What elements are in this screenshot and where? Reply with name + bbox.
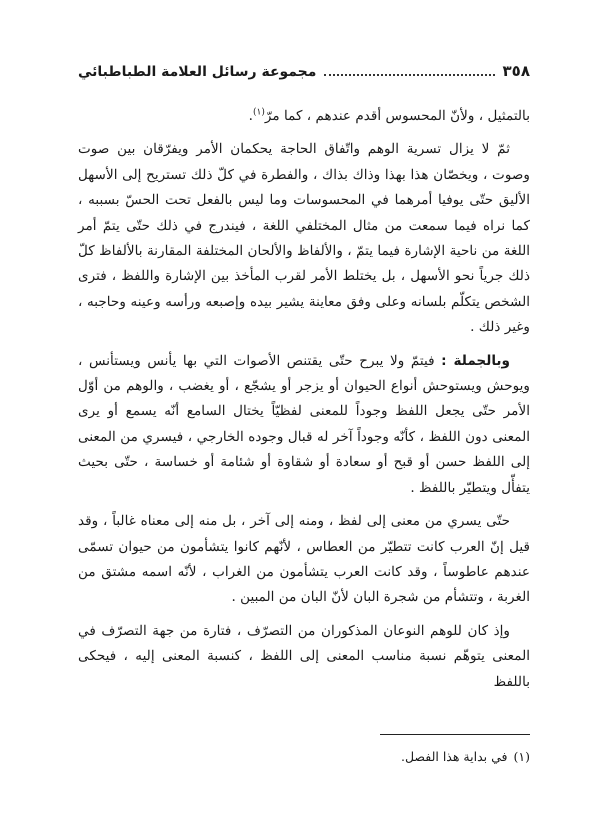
paragraph-text: فيتمّ ولا يبرح حتّى يقتنص الأصوات التي بها يأنس ويستأنس ، ويوحش ويستوحش أنواع الحيوان أو يزجر أو يشجّع ، أو يغضب ، والوهم من أوّل الأمر حتّى يجعل اللفظ وجوداً للمعنى لفظيّاً يختال السامع أنّه يسمع أو يرى المعنى دون اللفظ ، كأنّه وجوداً آخر له قبال وجوده الخارجي ، فيسري من المعنى إلى اللفظ حسن أو قبح أو سعادة أو شقاوة أو شئامة أو خساسة ، حتّى بحيث يتفأّل ويتطيّر باللفظ . (78, 352, 530, 496)
footnote-mark: (١) (513, 749, 530, 764)
paragraph (78, 349, 530, 501)
footnote-text: في بداية هذا الفصل. (400, 749, 508, 764)
paragraph (78, 509, 530, 611)
paragraph (78, 104, 530, 129)
page-number: ٣٥٨ (502, 62, 530, 80)
document-page (78, 62, 530, 764)
bold-lead-term: وبالجملة : (441, 352, 510, 369)
running-header (78, 62, 530, 88)
paragraph-text: ثمّ لا يزال تسرية الوهم واتّفاق الحاجة يحكمان الأمر ويفرّقان بين صوت وصوت ، ويخصّان هذا بهذا وذاك بذاك ، والفطرة في كلّ ذلك تستريح إلى الأسهل الأليق حتّى يوفيا أمرهما في المحسوسات وما ليس بالفعل تحت الحسّ بسببه ، كما نراه فيما سمعت من مثال المختلفي اللغة ، فيندرج في ذلك حتّى يتمّ أمر اللغة من ناحية الإشارة فيما يتمّ ، والألفاظ والألحان المختلفة المقارنة بالألفاظ كلّ ذلك جرياً نحو الأسهل ، بل يختلط الأمر لقرب المأخذ بين الإشارة واللفظ ، فترى الشخص يتكلّم بلسانه وعلى وفق معاينة يشير بيده وإصبعه ورأسه وعينه وحاجبه ، وغير ذلك . (78, 141, 530, 336)
footnote-reference[interactable]: (١) (253, 107, 265, 118)
paragraph-tail: . (248, 108, 253, 124)
header-dot-leader (324, 64, 494, 76)
paragraph (78, 137, 530, 340)
footnote-separator (380, 734, 530, 735)
body-text (78, 104, 530, 695)
footnote (78, 748, 530, 766)
paragraph (78, 619, 530, 695)
paragraph-text: بالتمثيل ، ولأنّ المحسوس أقدم عندهم ، كما مرّ (264, 108, 530, 124)
running-title: مجموعة رسائل العلامة الطباطبائي (78, 64, 317, 80)
paragraph-text: حتّى يسري من معنى إلى لفظ ، ومنه إلى آخر ، بل منه إلى معناه غالباً ، وقد قيل إنّ العرب كانت تتطيّر من العطاس ، لأنّهم كانوا يتشأمون من حيوان تسمّى عندهم عاطوساً ، وقد كانت العرب يتشأمون من الغراب ، لأنّه اسمه مشتق من الغربة ، وتتشأم من شجرة البان لأنّ البان من المبين . (78, 513, 530, 606)
paragraph-text: وإذ كان للوهم النوعان المذكوران من التصرّف ، فتارة من جهة التصرّف في المعنى يتوهّم نسبة مناسب المعنى إلى اللفظ ، كنسبة المعنى إليه ، فيحكى باللفظ (78, 622, 530, 690)
